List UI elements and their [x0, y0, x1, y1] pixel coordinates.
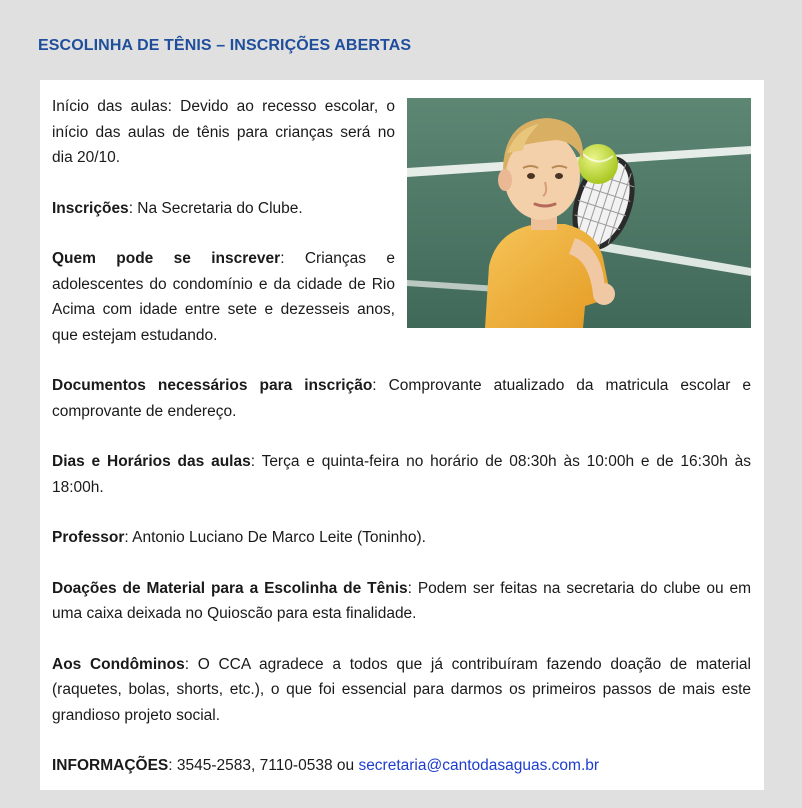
- tennis-child-illustration: [407, 98, 751, 328]
- section-label: Doações de Material para a Escolinha de Tênis: [52, 579, 408, 597]
- section-label: Documentos necessários para inscrição: [52, 377, 373, 394]
- section-text: : Na Secretaria do Clube.: [128, 199, 303, 217]
- section-text: : O CCA agradece a todos que já contribuíram fazendo doação de material (raquetes, bolas, shorts, etc.), o que foi essencial para darmos os primeiros passos de mais este grandioso projeto social.: [52, 655, 751, 724]
- section-condominos: [52, 652, 751, 729]
- info-text: : 3545-2583, 7110-0538 ou: [168, 757, 359, 774]
- section-label: Aos Condôminos: [52, 655, 185, 673]
- intro-paragraph: Início das aulas: Devido ao recesso escolar, o início das aulas de tênis para crianças será no dia 20/10.: [52, 98, 395, 166]
- section-label: Dias e Horários das aulas: [52, 453, 251, 470]
- section-doacoes: [52, 576, 751, 627]
- section-text: : Comprovante atualizado da matricula escolar e comprovante de endereço.: [52, 377, 752, 420]
- section-text: : Antonio Luciano De Marco Leite (Toninho).: [124, 529, 426, 546]
- section-documentos: [52, 373, 751, 424]
- article-body: [52, 94, 751, 804]
- section-text: : Crianças e adolescentes do condomínio e da cidade de Rio Acima com idade entre sete e dezesseis anos, que estejam estudando.: [52, 250, 395, 344]
- tennis-child-photo: [407, 98, 751, 328]
- email-link[interactable]: secretaria@cantodasaguas.com.br: [358, 757, 600, 774]
- section-label: Quem pode se inscrever: [52, 250, 281, 267]
- section-professor: [52, 525, 751, 551]
- section-horarios: [52, 449, 751, 500]
- section-informacoes: [52, 753, 751, 779]
- section-label: Professor: [52, 529, 125, 546]
- section-label: Inscrições: [52, 199, 129, 217]
- info-label: INFORMAÇÕES: [52, 757, 169, 774]
- section-text: : Podem ser feitas na secretaria do clube ou em uma caixa deixada no Quioscão para esta finalidade.: [52, 579, 751, 622]
- section-text: : Terça e quinta-feira no horário de 08:30h às 10:00h e de 16:30h às 18:00h.: [52, 453, 751, 496]
- page-title: ESCOLINHA DE TÊNIS – INSCRIÇÕES ABERTAS: [38, 37, 412, 54]
